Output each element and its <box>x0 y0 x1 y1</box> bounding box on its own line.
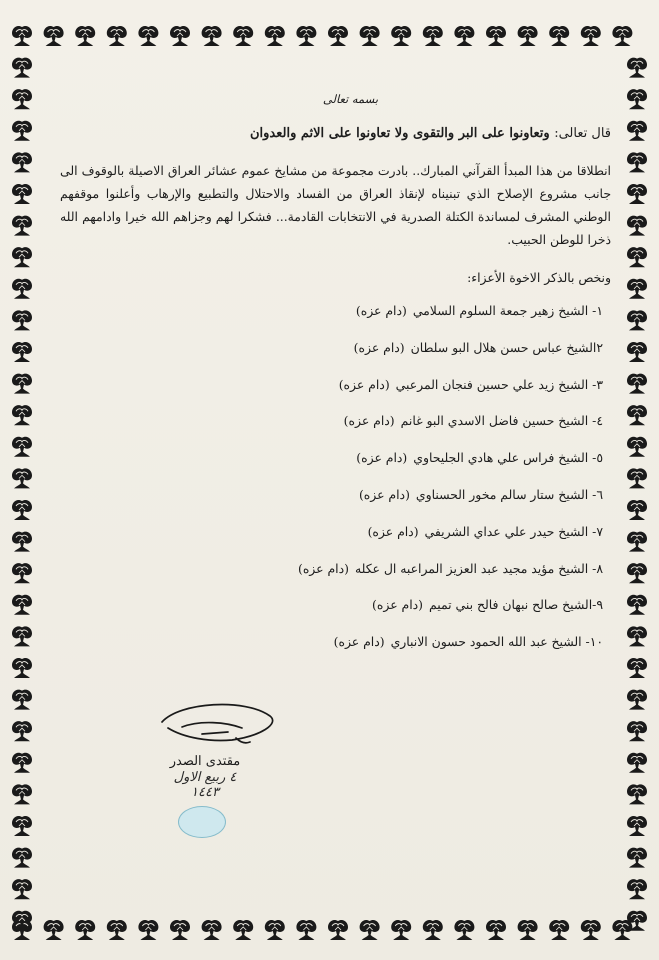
flower-motif <box>518 920 538 940</box>
flower-motif <box>296 920 316 940</box>
flower-motif <box>627 626 647 646</box>
flower-motif <box>12 279 32 299</box>
list-item <box>60 444 603 481</box>
list-item <box>60 591 603 628</box>
flower-motif <box>454 920 474 940</box>
flower-motif <box>138 26 158 46</box>
flower-motif <box>12 753 32 773</box>
flower-motif <box>265 920 285 940</box>
signature-date <box>150 770 260 800</box>
flower-motif <box>391 920 411 940</box>
list-item <box>60 628 603 665</box>
flower-motif <box>627 437 647 457</box>
date-year: ١٤٤٣ <box>191 785 219 800</box>
flower-motif <box>328 920 348 940</box>
flower-motif <box>12 152 32 172</box>
flower-motif <box>12 26 32 46</box>
flower-motif <box>360 26 380 46</box>
flower-motif <box>12 563 32 583</box>
list-item <box>60 481 603 518</box>
flower-motif <box>627 58 647 78</box>
flower-motif <box>296 26 316 46</box>
flower-motif <box>627 721 647 741</box>
flower-motif <box>423 26 443 46</box>
blue-seal-stamp <box>178 806 226 838</box>
sheikh-name: ٤- الشيخ حسين فاضل الاسدي البو غانم <box>400 413 603 429</box>
signatory-name: مقتدى الصدر <box>169 754 241 769</box>
sheikh-list <box>60 297 611 665</box>
flower-motif <box>12 247 32 267</box>
flower-motif <box>518 26 538 46</box>
sheikh-name: ٦- الشيخ ستار سالم مخور الحسناوي <box>415 486 603 502</box>
list-item <box>60 297 603 334</box>
flower-motif <box>12 184 32 204</box>
flower-motif <box>75 920 95 940</box>
flower-motif <box>170 26 190 46</box>
honorific: (دام عزه) <box>372 597 424 613</box>
flower-motif <box>627 784 647 804</box>
flower-motif <box>107 920 127 940</box>
flower-motif <box>328 26 348 46</box>
honorific: (دام عزه) <box>353 339 405 355</box>
flower-motif <box>12 816 32 836</box>
sheikh-name: ١- الشيخ زهير جمعة السلوم السلامي <box>412 303 603 318</box>
list-intro: ونخص بالذكر الاخوة الأعزاء: <box>467 270 611 285</box>
flower-motif <box>627 405 647 425</box>
flower-motif <box>233 920 253 940</box>
flower-motif <box>549 920 569 940</box>
honorific: (دام عزه) <box>356 450 408 466</box>
flower-motif <box>549 26 569 46</box>
flower-motif <box>627 89 647 109</box>
sheikh-name: ١٠- الشيخ عبد الله الحمود حسون الانباري <box>390 634 603 650</box>
flower-motif <box>581 920 601 940</box>
list-item <box>60 334 603 371</box>
flower-motif <box>627 848 647 868</box>
honorific: (دام عزه) <box>367 523 419 539</box>
flower-motif <box>12 848 32 868</box>
flower-motif <box>12 658 32 678</box>
honorific: (دام عزه) <box>297 560 349 576</box>
flower-motif <box>44 920 64 940</box>
flower-motif <box>360 920 380 940</box>
flower-motif <box>627 279 647 299</box>
sheikh-name: ٥- الشيخ فراس علي هادي الجليحاوي <box>413 450 603 466</box>
basmala-heading: بسمه تعالى <box>322 92 379 106</box>
flower-motif <box>627 595 647 615</box>
flower-motif <box>454 26 474 46</box>
flower-motif <box>627 342 647 362</box>
flower-motif <box>12 500 32 520</box>
flower-motif <box>12 595 32 615</box>
honorific: (دام عزه) <box>338 376 390 392</box>
sheikh-name: ٣- الشيخ زيد علي حسين فنجان المرعبي <box>395 376 603 392</box>
honorific: (دام عزه) <box>333 634 385 650</box>
flower-motif <box>12 879 32 899</box>
date-day-month: ٤ ربيع الاول <box>173 770 237 785</box>
sheikh-name: ٨- الشيخ مؤيد مجيد عبد العزيز المراعبه ال عكله <box>354 560 603 576</box>
flower-motif <box>627 468 647 488</box>
intro-paragraph: انطلاقا من هذا المبدأ القرآني المبارك.. بادرت مجموعة من مشايخ عموم عشائر العراق الاصيلة بالوقوف الى جانب مشروع الإصلاح الذي تبنيناه لإنقاذ العراق من الفساد والاحتلال والتطبيع والإرهاب وأعلنوا موقفهم الوطني المشرف لمساندة الكتلة الصدرية في الانتخابات القادمة... فشكرا لهم وجزاهم الله خيرا وادامهم الله ذخرا للوطن الحبيب. <box>60 163 611 247</box>
flower-motif <box>44 26 64 46</box>
list-item <box>60 371 603 408</box>
flower-motif <box>391 26 411 46</box>
flower-motif <box>12 721 32 741</box>
honorific: (دام عزه) <box>343 413 395 429</box>
flower-motif <box>581 26 601 46</box>
quote-lead: قال تعالى: <box>554 126 611 141</box>
flower-motif <box>486 26 506 46</box>
flower-motif <box>12 121 32 141</box>
flower-motif <box>627 658 647 678</box>
flower-motif <box>486 920 506 940</box>
flower-motif <box>107 26 127 46</box>
flower-motif <box>627 500 647 520</box>
flower-motif <box>12 405 32 425</box>
flower-motif <box>627 563 647 583</box>
flower-motif <box>138 920 158 940</box>
flower-motif <box>627 816 647 836</box>
list-item <box>60 518 603 555</box>
flower-motif <box>627 532 647 552</box>
flower-motif <box>12 58 32 78</box>
sheikh-name: ٢الشيخ عباس حسن هلال البو سلطان <box>410 339 603 355</box>
flower-motif <box>627 121 647 141</box>
honorific: (دام عزه) <box>355 303 407 318</box>
flower-motif <box>627 184 647 204</box>
handwritten-signature <box>150 700 285 750</box>
sheikh-name: ٩-الشيخ صالح نبهان فالح بني تميم <box>429 597 603 613</box>
quran-quote <box>60 124 611 144</box>
signature-block <box>150 700 285 840</box>
flower-motif <box>627 152 647 172</box>
flower-motif <box>423 920 443 940</box>
flower-motif <box>170 920 190 940</box>
flower-motif <box>612 26 632 46</box>
flower-motif <box>12 437 32 457</box>
flower-motif <box>12 89 32 109</box>
flower-motif <box>12 784 32 804</box>
sheikh-name: ٧- الشيخ حيدر علي عداي الشريفي <box>424 523 603 539</box>
flower-motif <box>612 920 632 940</box>
flower-motif <box>627 690 647 710</box>
flower-motif <box>627 247 647 267</box>
flower-motif <box>627 879 647 899</box>
flower-motif <box>627 374 647 394</box>
letter-body <box>60 92 611 880</box>
list-item <box>60 555 603 592</box>
flower-motif <box>12 468 32 488</box>
honorific: (دام عزه) <box>358 486 410 502</box>
flower-motif <box>627 216 647 236</box>
flower-motif <box>12 374 32 394</box>
flower-motif <box>627 753 647 773</box>
flower-motif <box>12 626 32 646</box>
list-item <box>60 407 603 444</box>
flower-motif <box>265 26 285 46</box>
flower-motif <box>12 690 32 710</box>
flower-motif <box>233 26 253 46</box>
flower-motif <box>12 342 32 362</box>
flower-motif <box>202 920 222 940</box>
flower-motif <box>12 532 32 552</box>
flower-motif <box>75 26 95 46</box>
flower-motif <box>202 26 222 46</box>
flower-motif <box>627 310 647 330</box>
quote-text: وتعاونوا على البر والتقوى ولا تعاونوا على الاثم والعدوان <box>249 126 550 141</box>
flower-motif <box>12 310 32 330</box>
flower-motif <box>12 216 32 236</box>
